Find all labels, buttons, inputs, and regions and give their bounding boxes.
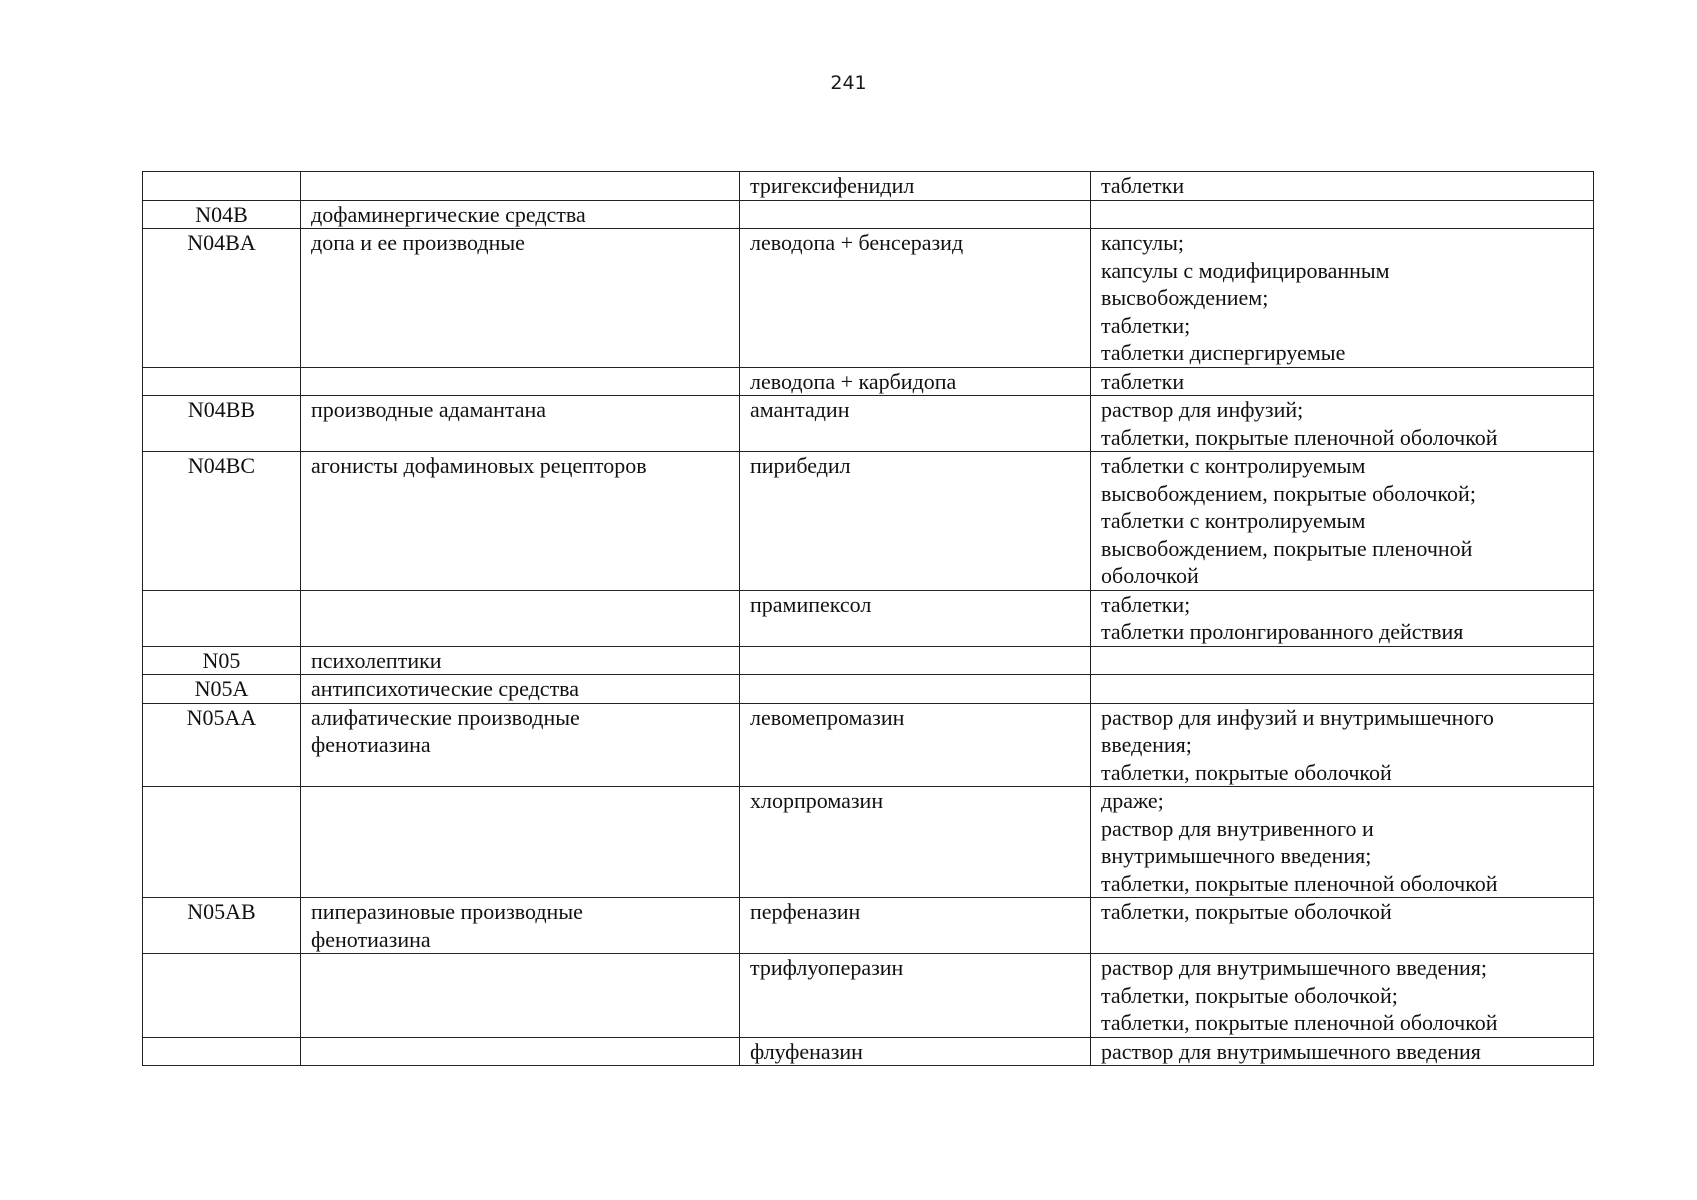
group-name-cell xyxy=(301,898,740,954)
group-name-line: антипсихотические средства xyxy=(311,676,580,701)
group-name-line: агонисты дофаминовых рецепторов xyxy=(311,453,647,478)
drug-name-cell: перфеназин xyxy=(740,898,1091,954)
group-name-line: психолептики xyxy=(311,647,442,673)
table-row xyxy=(143,703,1594,787)
atc-code-cell: N04B xyxy=(143,200,301,229)
group-name-cell xyxy=(301,590,740,646)
dosage-form-line: таблетки диспергируемые xyxy=(1101,340,1346,365)
table-row xyxy=(143,396,1594,452)
dosage-form-line: таблетки с контролируемым xyxy=(1101,508,1366,533)
drug-name-cell: пирибедил xyxy=(740,452,1091,591)
drug-name-cell: левомепромазин xyxy=(740,703,1091,787)
drug-name-cell: леводопа + карбидопа xyxy=(740,367,1091,396)
group-name-cell xyxy=(301,703,740,787)
dosage-form-cell xyxy=(1091,200,1594,229)
dosage-form-line: таблетки, покрытые пленочной оболочкой xyxy=(1101,424,1498,450)
group-name-cell xyxy=(301,787,740,898)
group-name-cell xyxy=(301,1037,740,1066)
dosage-form-line: таблетки xyxy=(1101,173,1185,198)
group-name-cell xyxy=(301,646,740,675)
dosage-form-line: таблетки xyxy=(1101,368,1185,394)
dosage-form-line: высвобождением, покрытые оболочкой; xyxy=(1101,480,1476,506)
group-name-line: допа и ее производные xyxy=(311,230,525,255)
dosage-form-line: оболочкой xyxy=(1101,563,1199,588)
table-body xyxy=(143,172,1594,1066)
dosage-form-line: таблетки с контролируемым xyxy=(1101,453,1366,478)
dosage-form-line: высвобождением; xyxy=(1101,285,1269,310)
drug-name-cell xyxy=(740,646,1091,675)
dosage-form-cell xyxy=(1091,1037,1594,1066)
page-number: 241 xyxy=(830,72,867,94)
dosage-form-cell xyxy=(1091,396,1594,452)
group-name-cell xyxy=(301,200,740,229)
group-name-cell xyxy=(301,367,740,396)
dosage-form-line: капсулы с модифицированным xyxy=(1101,257,1390,283)
drug-name-cell: прамипексол xyxy=(740,590,1091,646)
drug-name-cell: флуфеназин xyxy=(740,1037,1091,1066)
table-row xyxy=(143,367,1594,396)
atc-code-cell: N04BA xyxy=(143,229,301,368)
atc-code-cell: N05AB xyxy=(143,898,301,954)
atc-code-cell xyxy=(143,787,301,898)
dosage-form-cell xyxy=(1091,590,1594,646)
table-row xyxy=(143,172,1594,201)
dosage-form-line: раствор для внутримышечного введения; xyxy=(1101,955,1488,980)
dosage-form-cell xyxy=(1091,675,1594,704)
group-name-line: фенотиазина xyxy=(311,926,431,952)
drug-name-cell: тригексифенидил xyxy=(740,172,1091,201)
atc-code-cell: N05AA xyxy=(143,703,301,787)
table-row xyxy=(143,590,1594,646)
group-name-cell xyxy=(301,396,740,452)
dosage-form-line: таблетки, покрытые оболочкой; xyxy=(1101,982,1398,1008)
dosage-form-cell xyxy=(1091,703,1594,787)
drug-table xyxy=(142,171,1594,1066)
group-name-line: пиперазиновые производные xyxy=(311,899,583,924)
dosage-form-line: таблетки, покрытые оболочкой xyxy=(1101,759,1392,785)
atc-code-cell xyxy=(143,1037,301,1066)
dosage-form-cell xyxy=(1091,898,1594,954)
table-row xyxy=(143,200,1594,229)
drug-name-cell xyxy=(740,200,1091,229)
atc-code-cell xyxy=(143,590,301,646)
atc-code-cell: N04BC xyxy=(143,452,301,591)
table-row xyxy=(143,675,1594,704)
dosage-form-line: раствор для инфузий; xyxy=(1101,397,1304,422)
group-name-cell xyxy=(301,229,740,368)
dosage-form-line: драже; xyxy=(1101,788,1164,813)
table-row xyxy=(143,954,1594,1038)
dosage-form-line: раствор для внутривенного и xyxy=(1101,815,1374,841)
atc-code-cell: N05A xyxy=(143,675,301,704)
dosage-form-cell xyxy=(1091,229,1594,368)
dosage-form-cell xyxy=(1091,954,1594,1038)
drug-name-cell: амантадин xyxy=(740,396,1091,452)
atc-code-cell: N05 xyxy=(143,646,301,675)
dosage-form-line: раствор для инфузий и внутримышечного xyxy=(1101,704,1494,730)
table-row xyxy=(143,787,1594,898)
group-name-cell xyxy=(301,452,740,591)
atc-code-cell xyxy=(143,172,301,201)
group-name-line: фенотиазина xyxy=(311,732,431,757)
atc-code-cell: N04BB xyxy=(143,396,301,452)
drug-name-cell: хлорпромазин xyxy=(740,787,1091,898)
dosage-form-line: внутримышечного введения; xyxy=(1101,843,1372,868)
table-row xyxy=(143,898,1594,954)
dosage-form-line: таблетки; xyxy=(1101,312,1191,338)
dosage-form-line: таблетки; xyxy=(1101,591,1191,617)
atc-code-cell xyxy=(143,367,301,396)
drug-name-cell: леводопа + бенсеразид xyxy=(740,229,1091,368)
table-row xyxy=(143,1037,1594,1066)
dosage-form-cell xyxy=(1091,646,1594,675)
drug-name-cell: трифлуоперазин xyxy=(740,954,1091,1038)
group-name-line: производные адамантана xyxy=(311,397,547,422)
dosage-form-cell xyxy=(1091,452,1594,591)
table-row xyxy=(143,229,1594,368)
dosage-form-line: капсулы; xyxy=(1101,230,1184,255)
dosage-form-line: раствор для внутримышечного введения xyxy=(1101,1038,1481,1064)
drug-name-cell xyxy=(740,675,1091,704)
group-name-cell xyxy=(301,172,740,201)
group-name-cell xyxy=(301,954,740,1038)
dosage-form-line: высвобождением, покрытые пленочной xyxy=(1101,535,1473,561)
dosage-form-cell xyxy=(1091,172,1594,201)
table-row xyxy=(143,452,1594,591)
dosage-form-line: таблетки, покрытые оболочкой xyxy=(1101,899,1392,924)
dosage-form-line: таблетки, покрытые пленочной оболочкой xyxy=(1101,1010,1498,1035)
dosage-form-cell xyxy=(1091,367,1594,396)
dosage-form-line: таблетки пролонгированного действия xyxy=(1101,619,1464,644)
group-name-line: дофаминергические средства xyxy=(311,201,586,227)
dosage-form-line: введения; xyxy=(1101,732,1192,757)
table-row xyxy=(143,646,1594,675)
dosage-form-line: таблетки, покрытые пленочной оболочкой xyxy=(1101,870,1498,896)
group-name-cell xyxy=(301,675,740,704)
dosage-form-cell xyxy=(1091,787,1594,898)
group-name-line: алифатические производные xyxy=(311,704,580,730)
atc-code-cell xyxy=(143,954,301,1038)
